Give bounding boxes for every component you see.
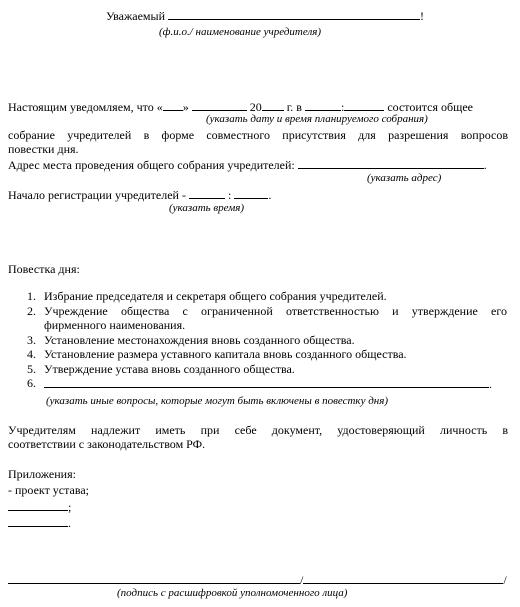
attachments-title: Приложения: — [8, 467, 76, 481]
notice-intro: Настоящим уведомляем, что « — [8, 100, 163, 114]
agenda-item — [27, 347, 507, 362]
other-question-field[interactable] — [44, 376, 489, 388]
agenda-item-text: Установление местонахождения вновь созданного общества. — [44, 332, 355, 347]
notice-line1-end: состоится общее — [387, 100, 474, 114]
agenda-item-text: Учреждение общества с ограниченной ответственностью и утверждение его — [44, 303, 507, 318]
attachment-field-2[interactable] — [8, 499, 68, 511]
address-hint: (указать адрес) — [367, 172, 442, 184]
registration-label: Начало регистрации учредителей - — [8, 188, 186, 202]
minute-field[interactable] — [344, 99, 384, 111]
agenda-item-text-continued: фирменного наименования. — [44, 318, 186, 332]
requirement-line-1: Учредителям надлежит иметь при себе документ, удостоверяющий личность в — [8, 423, 508, 437]
agenda-item — [27, 304, 507, 333]
attachment-field-3[interactable] — [8, 515, 68, 527]
registration-line — [8, 187, 271, 203]
agenda-item — [27, 333, 507, 348]
agenda-list — [27, 289, 507, 392]
registration-end: . — [268, 188, 272, 202]
agenda-item — [27, 289, 507, 304]
time-colon: : — [340, 100, 345, 114]
agenda-item-number: 3. — [27, 332, 36, 347]
signature-transcript-field[interactable] — [303, 572, 503, 584]
signature-line — [8, 572, 507, 588]
greeting-line — [106, 8, 424, 24]
agenda-item — [27, 376, 507, 392]
greeting-suffix: ! — [420, 9, 424, 23]
address-label: Адрес места проведения общего собрания учредителей: — [8, 158, 295, 172]
agenda-item-number: 6. — [27, 376, 36, 390]
address-field[interactable] — [298, 157, 484, 169]
attachment-charter: - проект устава; — [8, 483, 90, 497]
other-question-hint: (указать иные вопросы, которые могут быть включены в повестку дня) — [46, 395, 389, 407]
agenda-item-end: . — [489, 377, 492, 391]
time-hint: (указать время) — [169, 202, 245, 214]
address-line — [8, 157, 487, 173]
registration-minute-field[interactable] — [234, 187, 268, 199]
address-end: . — [483, 158, 487, 172]
greeting-prefix: Уважаемый — [106, 9, 165, 23]
date-hint: (указать дату и время планируемого собрания) — [206, 113, 428, 125]
month-field[interactable] — [192, 99, 247, 111]
agenda-item — [27, 362, 507, 377]
year-field[interactable] — [262, 99, 284, 111]
agenda-item-number: 4. — [27, 347, 36, 361]
year-label: г. в — [286, 100, 302, 114]
registration-hour-field[interactable] — [189, 187, 225, 199]
agenda-item-number: 2. — [27, 303, 36, 318]
recipient-hint: (ф.и.о./ наименование учредителя) — [159, 26, 322, 38]
agenda-item-number: 1. — [27, 289, 36, 303]
attachment-line-2 — [8, 499, 71, 515]
attachment-2-end: ; — [68, 500, 72, 514]
quote-close: » — [182, 100, 189, 114]
hour-field[interactable] — [305, 99, 341, 111]
signature-field[interactable] — [8, 572, 300, 584]
recipient-name-field[interactable] — [168, 8, 420, 20]
agenda-item-text: Избрание председателя и секретаря общего собрания учредителей. — [44, 289, 387, 303]
signature-hint: (подпись с расшифровкой уполномоченного лица) — [117, 587, 348, 599]
attachment-3-end: . — [68, 516, 71, 530]
signature-separator-end: / — [503, 573, 507, 587]
registration-colon: : — [227, 188, 232, 202]
agenda-item-text: Утверждение устава вновь созданного общества. — [44, 361, 295, 376]
notice-line-3: повестки дня. — [8, 142, 79, 156]
agenda-title: Повестка дня: — [8, 262, 80, 276]
notice-line-2: собрание учредителей в форме совместного присутствия для разрешения вопросов — [8, 128, 508, 142]
agenda-item-text: Установление размера уставного капитала вновь созданного общества. — [44, 347, 407, 361]
year-prefix: 20 — [249, 100, 262, 114]
requirement-line-2: соответствии с законодательством РФ. — [8, 437, 206, 451]
attachment-line-3 — [8, 515, 71, 531]
day-field[interactable] — [163, 99, 183, 111]
signature-separator: / — [300, 573, 304, 587]
agenda-item-number: 5. — [27, 361, 36, 376]
